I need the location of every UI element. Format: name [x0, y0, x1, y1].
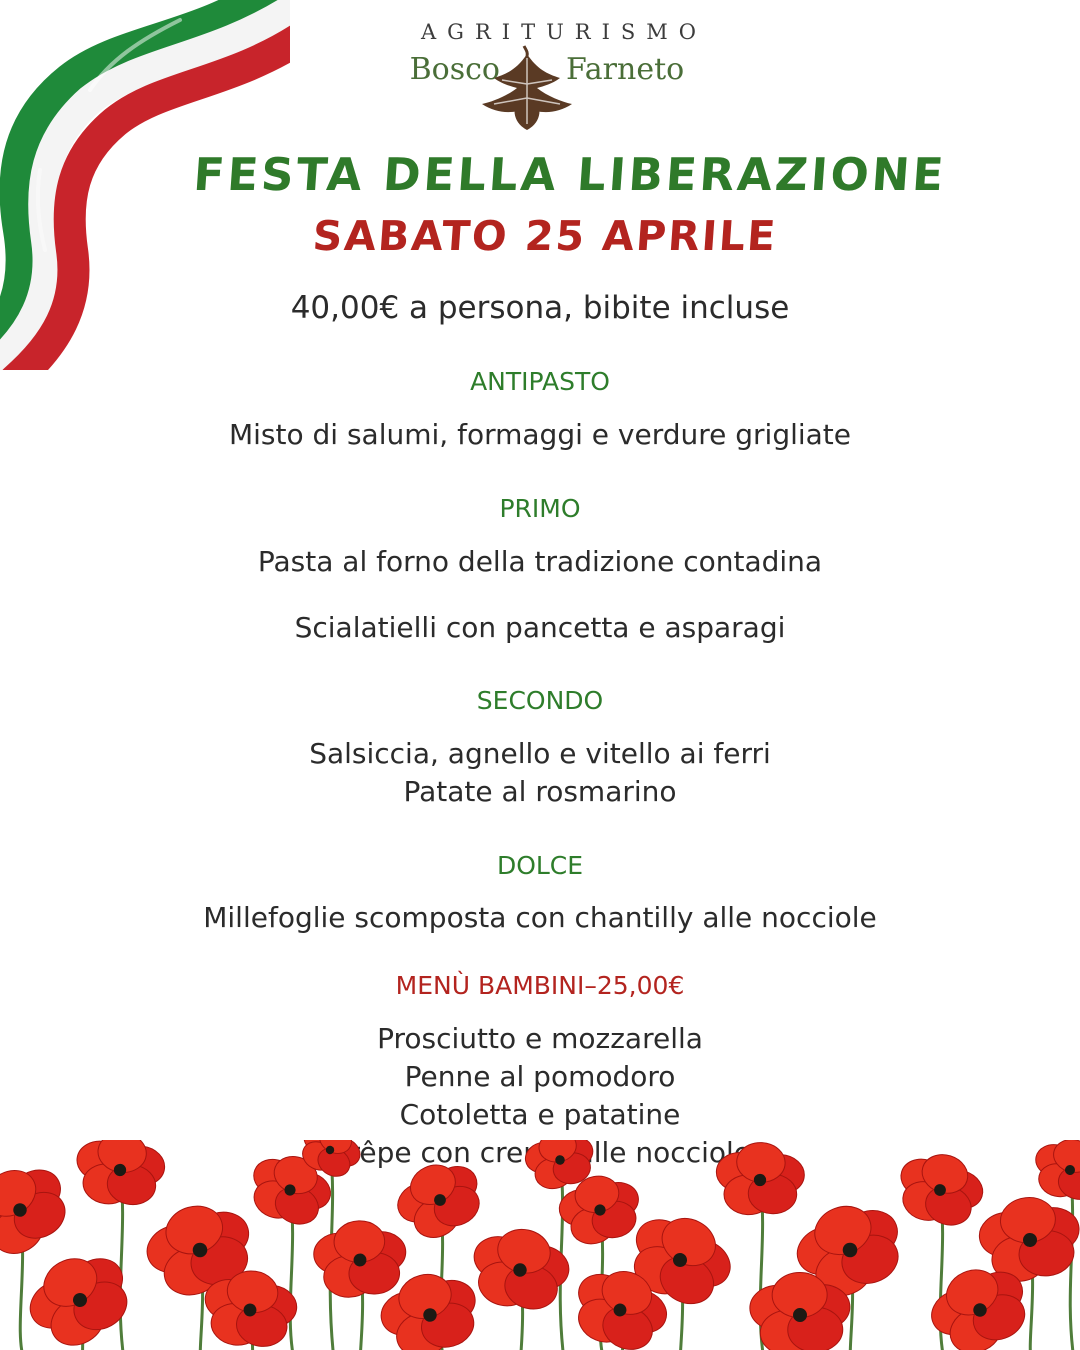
- section-heading-primo: PRIMO: [499, 494, 581, 523]
- price-line: 40,00€ a persona, bibite incluse: [290, 290, 790, 326]
- section-heading-secondo: SECONDO: [476, 686, 604, 715]
- dish-item: Crêpe con crema alle nocciole: [328, 1136, 752, 1169]
- logo-word-farneto: Farneto: [566, 52, 685, 87]
- event-date: SABATO 25 APRILE: [311, 212, 779, 260]
- dish-item: Prosciutto e mozzarella: [377, 1022, 703, 1055]
- logo: [0, 20, 1080, 120]
- dish-item: Millefoglie scomposta con chantilly alle nocciole: [203, 901, 877, 934]
- dish-item: Pasta al forno della tradizione contadina: [257, 545, 823, 578]
- event-title: FESTA DELLA LIBERAZIONE: [191, 148, 949, 201]
- section-heading-dolce: DOLCE: [496, 851, 584, 880]
- dish-item: Cotoletta e patatine: [399, 1098, 681, 1131]
- logo-word-bosco: Bosco: [409, 52, 500, 87]
- dish-item: Patate al rosmarino: [403, 775, 677, 808]
- section-heading-bambini: MENÙ BAMBINI–25,00€: [395, 971, 685, 1000]
- dish-item: Scialatielli con pancetta e asparagi: [294, 611, 786, 644]
- logo-agriturismo: AGRITURISMO: [421, 20, 707, 44]
- dish-item: Penne al pomodoro: [404, 1060, 676, 1093]
- section-heading-antipasto: ANTIPASTO: [470, 367, 610, 396]
- poppy-flowers-decoration: [0, 1140, 1080, 1350]
- dish-item: Salsiccia, agnello e vitello ai ferri: [309, 737, 771, 770]
- dish-item: Misto di salumi, formaggi e verdure grigliate: [228, 418, 852, 451]
